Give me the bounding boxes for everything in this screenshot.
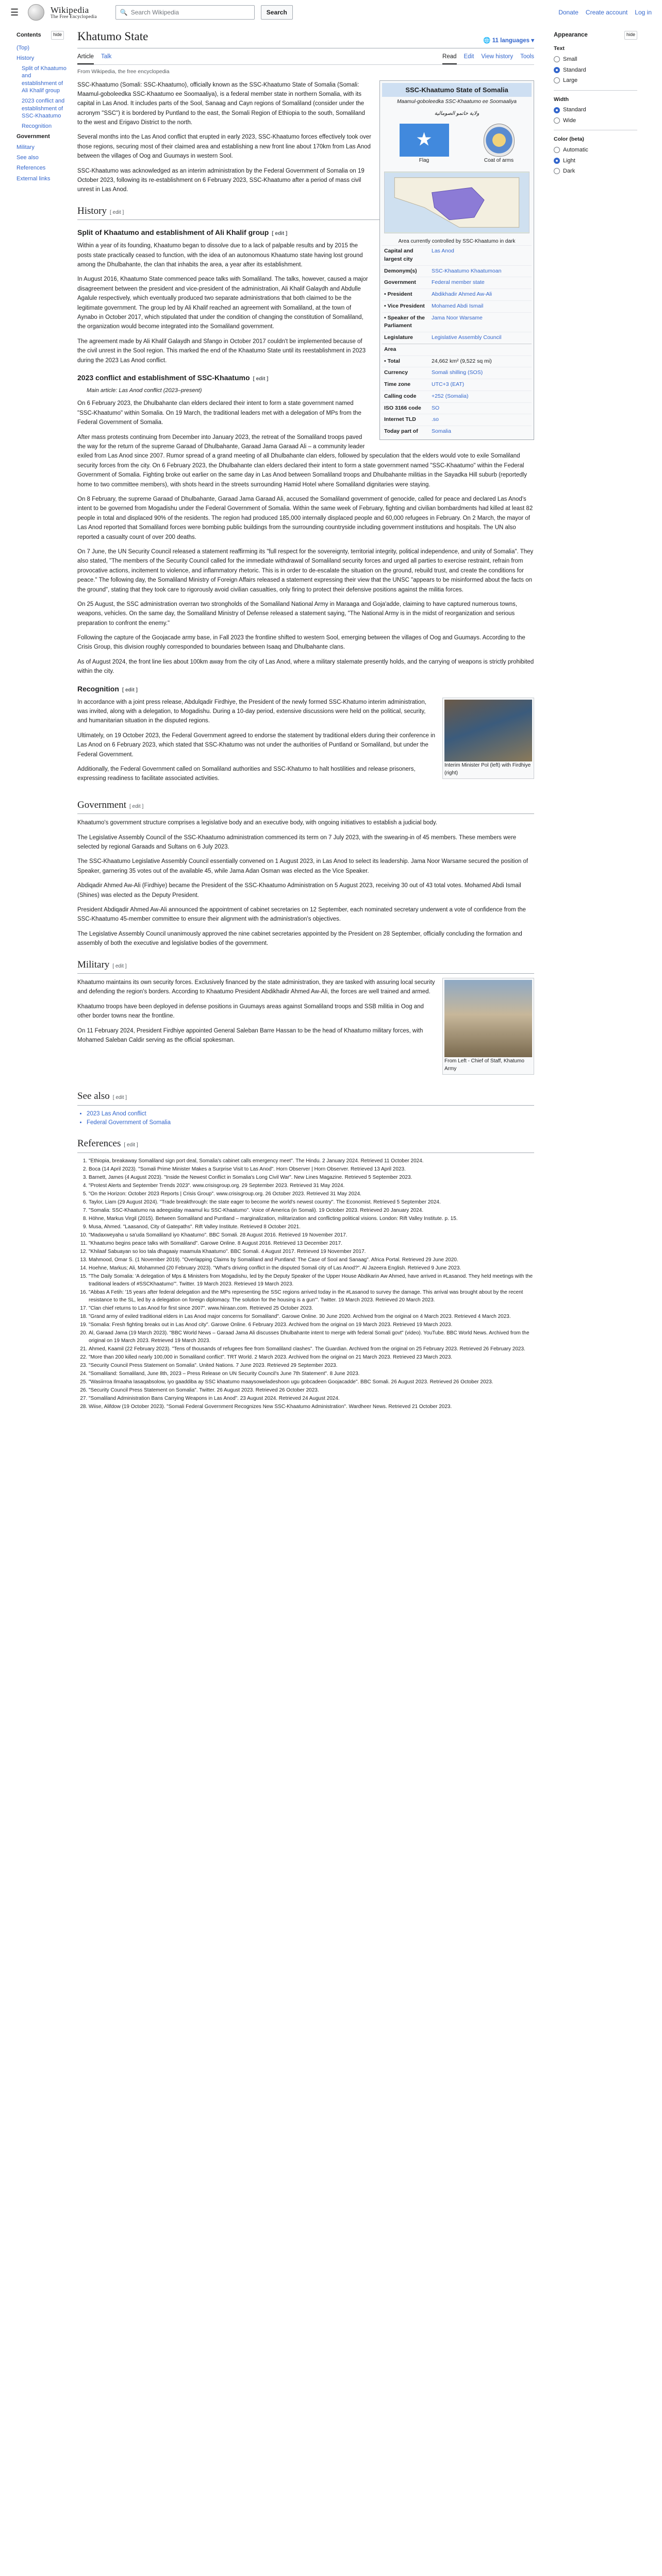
military-heading-text: Military <box>77 959 110 970</box>
paragraph: SSC-Khaatumo was acknowledged as an interim administration by the Federal Government of Somalia on 19 October 2023, following its re-establishment on 6 February 2023, SSC-Khaatumo after a period of mass civil unrest in Las Anod. <box>77 167 365 193</box>
wordmark-tagline: The Free Encyclopedia <box>51 14 97 19</box>
tab[interactable]: Talk <box>101 53 112 60</box>
edit-section-link[interactable]: [ edit ] <box>112 963 127 969</box>
infobox-row <box>382 312 532 332</box>
reference-item[interactable]: 2. Boca (14 April 2023). "Somali Prime Minister Makes a Surprise Visit to Las Anod". Horn Observer | Horn Observer. Retrieved 13 April 2023. <box>89 1165 534 1173</box>
infobox-value[interactable]: SSC-Khaatumo Khaatumoan <box>432 267 502 274</box>
toc-item[interactable]: See also <box>16 155 39 161</box>
reference-list <box>89 1157 534 1411</box>
radio-option[interactable] <box>554 66 637 75</box>
infobox-key: Currency <box>384 369 408 376</box>
radio-label: Dark <box>563 168 575 174</box>
toc-item[interactable]: External links <box>16 175 51 182</box>
reference-item[interactable]: 20. Al, Garaad Jama (19 March 2023). "BBC World News – Garaad Jama Ali discusses Dhulbahante intent to merge with federal Somali govt" (video). YouTube. BBC World News. Archived from the original on 19 March 2023. Retrieved 19 March 2023. <box>89 1329 534 1345</box>
see-also-list <box>87 1110 534 1128</box>
infobox-key: Internet TLD <box>384 416 416 423</box>
radio-button[interactable] <box>554 107 560 113</box>
infobox-row <box>382 245 532 265</box>
flag-image[interactable] <box>400 124 449 157</box>
reference-item[interactable]: 1. "Ethiopia, breakaway Somaliland sign port deal, Somalia's cabinet calls emergency meet". The Hindu. 2 January 2024. Retrieved 11 October 2024. <box>89 1157 534 1165</box>
reference-item[interactable]: 19. "Somalia: Fresh fighting breaks out in Las Anod city". Garowe Online. 6 February 2023. Archived from the original on 19 March 2023. Retrieved 19 March 2023. <box>89 1321 534 1329</box>
infobox-key: Time zone <box>384 381 411 387</box>
tab[interactable]: Article <box>77 50 94 64</box>
table-of-contents <box>0 25 67 1411</box>
reference-item[interactable]: 8. Höhne, Markus Virgil (2015). Between Somaliland and Puntland – marginalization, militarization and conflicting political visions. London: Rift Valley Institute. p. 15. <box>89 1215 534 1223</box>
infobox-key: • President <box>384 291 412 297</box>
reference-item[interactable]: 18. "Grand army of exiled traditional elders in Las Anod major concerns for Somaliland". Garowe Online. 30 June 2020. Archived from the original on 4 March 2023. Retrieved 4 March 2023. <box>89 1313 534 1320</box>
namespace-tabs <box>77 50 111 64</box>
paragraph: On 25 August, the SSC administration overran two strongholds of the Somaliland National Army in Maraaga and Goja'adde, claiming to have captured numerous towns, weapons, vehicles. On the same day, the Somaliland Ministry of Defense released a statement saying, "The National Army is in the midst of reorganization and serious preparation to confront the enemy." <box>77 601 518 626</box>
infobox-value[interactable]: Mohamed Abdi Ismail <box>432 302 484 309</box>
reference-item[interactable]: 16. "Abbas A Fetih: '15 years after federal delegation and the MPs representing the SSC regions arrived today in the #Lasanod to survey the damage. This arrival was brought about by the recent resistance to the SL, led by a delegation on foreign diplomacy. The solution for the housing is a gun'". Twitter. 19 March 2023. Retrieved 20 March 2023. <box>89 1289 534 1304</box>
tab[interactable]: Tools <box>520 53 534 60</box>
main-article-hatnote[interactable]: Main article: Las Anod conflict (2023–present) <box>87 387 202 394</box>
infobox-row <box>382 379 532 391</box>
coat-of-arms-caption: Coat of arms <box>484 158 514 163</box>
title-row <box>77 28 534 48</box>
radio-label: Large <box>563 77 578 83</box>
radio-button[interactable] <box>554 56 560 62</box>
infobox-key: • Total <box>384 358 400 364</box>
infobox-key: ISO 3166 code <box>384 404 421 411</box>
infobox-value[interactable]: Legislative Assembly Council <box>432 334 502 341</box>
infobox-row <box>382 402 532 414</box>
paragraph: On 7 June, the UN Security Council released a statement reaffirming its "full respect for the sovereignty, territorial integrity, political independence, and unity of Somalia". They also stated, "The members of the Security Council called for the immediate withdrawal of Somaliland security forces and urged all parties to exercise restraint, refrain from provocative actions, incitement to violence, and inflammatory rhetoric. This is in order to de-escalate the situation on the ground, rebuild trust, and create the conditions for peace." The following day, the Somaliland Ministry of Foreign Affairs released a statement expressing their view that the UNSC "appears to be misinformed about the facts on the ground", stating that they took care to rigorously avoid civilian casualties, only firing to protect their defensive positions against the militia forces. <box>77 548 534 593</box>
reference-item[interactable]: 21. Ahmed, Kaamil (22 February 2023). "Tens of thousands of refugees flee from Somaliland clashes". The Guardian. Archived from the original on 25 February 2023. Retrieved 26 February 2023. <box>89 1345 534 1353</box>
infobox-rows <box>382 245 532 344</box>
split-heading-text: Split of Khaatumo and establishment of Ali Khalif group <box>77 228 269 237</box>
reference-item[interactable]: 7. "Somalia: SSC-Khaatumo na adeegsiday maamul ku SSC-Khaatumo". Voice of America (in Somali). 19 October 2023. Retrieved 20 January 2024. <box>89 1207 534 1214</box>
toc-item[interactable]: Recognition <box>22 123 52 130</box>
reference-item[interactable]: 22. "More than 200 killed nearly 100,000 in Somaliland conflict". TRT World. 2 March 2023. Archived from the original on 21 March 2023. Retrieved 23 March 2023. <box>89 1353 534 1361</box>
paragraph: The agreement made by Ali Khalif Galaydh and Sfango in October 2017 couldn't be implemented because of the civil unrest in the Sool region. This marked the end of the Khaatumo State until its reestablishment in 2023 during the 2023 Las Anod conflict. <box>77 338 366 364</box>
government-heading <box>77 798 534 815</box>
reference-item[interactable]: 27. "Somaliland Administration Bans Carrying Weapons in Las Anod". 23 August 2024. Retrieved 24 August 2024. <box>89 1395 534 1402</box>
toc-list <box>16 43 67 184</box>
radio-option[interactable] <box>554 106 637 114</box>
radio-button[interactable] <box>554 117 560 124</box>
width-options <box>554 106 637 125</box>
personal-tools <box>558 8 652 17</box>
edit-section-link[interactable]: [ edit ] <box>272 231 288 237</box>
header-link[interactable]: Create account <box>585 9 628 16</box>
reference-item[interactable]: 14. Hoehne, Markus; Ali, Mohammed (20 February 2023). "What's driving conflict in the disputed Somali city of Las Anod?". Al Jazeera English. Retrieved 9 June 2023. <box>89 1264 534 1272</box>
government-heading-text: Government <box>77 799 126 810</box>
reference-item[interactable]: 6. Taylor, Liam (29 August 2024). "Trade breakthrough: the state eager to become the world's newest country". The Economist. Retrieved 5 September 2024. <box>89 1198 534 1206</box>
article-body <box>77 80 534 1411</box>
header-link[interactable]: Donate <box>558 9 578 16</box>
text-size-options <box>554 55 637 85</box>
appearance-header <box>554 31 637 40</box>
paragraph: Abdiqadir Ahmed Aw-Ali (Firdhiye) became the President of the SSC-Khaatumo Administration on 5 August 2023, receiving 30 out of 43 total votes. Mohamed Abdi Ismail (Shines) was elected as the Deputy President. <box>77 883 521 899</box>
paragraph: SSC-Khaatumo (Somali: SSC-Khaatumo), officially known as the SSC-Khaatumo State of Somalia (Somali: Maamul-goboleedka SSC-Khaatumo ee Soomaaliya), is a federal member state in northern Somalia, with its capital in Las Anod. It includes parts of the Sool, Sanaag and Cayn regions of Somaliland (consider under the acronym "SSC") it is bordered by Puntland to the east, the Somali Region of Ethiopia to the south, Somaliland to the west and Erigavo District to the north. <box>77 81 365 126</box>
flag-caption: Flag <box>419 158 429 163</box>
main-menu-icon[interactable]: ☰ <box>10 7 19 18</box>
appearance-hide-button[interactable]: hide <box>624 31 637 40</box>
military-heading <box>77 958 534 974</box>
radio-button[interactable] <box>554 168 560 174</box>
infobox-key: Government <box>384 279 416 286</box>
paragraph: Several months into the Las Anod conflict that erupted in early 2023, SSC-Khaatumo forces effectively took over those regions, securing most of their claimed area and establishing a new front line about 170km from Las Anod between the villages of Oog and Guumays in western Sool. <box>77 134 371 160</box>
reference-item[interactable]: 24. "Somaliland: Somaliland, June 8th, 2023 – Press Release on UN Security Council's June 7th Statement". 8 June 2023. <box>89 1370 534 1378</box>
wikipedia-logo[interactable] <box>28 4 44 21</box>
paragraph: Within a year of its founding, Khaatumo began to dissolve due to a lack of palpable results and by 2015 the posts state practically ceased to function, with the idea of an autonomous Khaatumo state having lost ground among the Dhulbahante, the clan that inhabits the area, a year after its establishment. <box>77 243 363 268</box>
width-heading: Width <box>554 96 569 103</box>
infobox-native-name: Maamul-goboleedka SSC-Khaatumo ee Soomaaliya <box>397 99 517 105</box>
toc-hide-button[interactable]: hide <box>51 31 64 40</box>
infobox-row <box>382 265 532 277</box>
infobox-rows-2 <box>382 367 532 437</box>
infobox-value: 24,662 km² (9,522 sq mi) <box>432 358 492 364</box>
edit-section-link[interactable]: [ edit ] <box>110 209 124 215</box>
recognition-photo[interactable] <box>444 700 532 761</box>
infobox-value[interactable]: .so <box>432 416 439 423</box>
recognition-heading-text: Recognition <box>77 684 119 693</box>
radio-label: Wide <box>563 117 576 124</box>
paragraph: Khaatumo maintains its own security forces. Exclusively financed by the state administration, they are tasked with assuring local security and defending the region's borders. According to Khaatumo President Abdikhadir Ahmed Aw-Ali, the forces are well trained and armed. <box>77 979 435 995</box>
toc-item[interactable]: References <box>16 165 46 172</box>
reference-item[interactable]: 10. "Madaxweyaha u sa'uda Somaliland iyo Khaatumo". BBC Somali. 28 August 2016. Retrieved 19 November 2017. <box>89 1231 534 1239</box>
page-title: Khatumo State <box>77 30 148 43</box>
paragraph: The SSC-Khaatumo Legislative Assembly Council essentially convened on 1 August 2023, in Las Anod to select its leadership. Jama Noor Warsame secured the position of Speaker, garnering 35 votes out of the available 45, while Jama Adan Osman was elected as the Vice Speaker. <box>77 858 528 874</box>
infobox-value[interactable]: Somalia <box>432 428 451 434</box>
toc-item[interactable]: Military <box>16 144 35 150</box>
reference-item[interactable]: 17. "Clan chief returns to Las Anod for first since 2007". www.hiiraan.com. Retrieved 25 October 2023. <box>89 1304 534 1312</box>
references-heading <box>77 1137 534 1153</box>
coat-of-arms-image[interactable] <box>484 124 515 157</box>
main-content <box>67 25 544 1411</box>
infobox-key: • Vice President <box>384 302 425 309</box>
wordmark-text: Wikipedia <box>51 5 89 15</box>
edit-section-link[interactable]: [ edit ] <box>129 803 144 809</box>
radio-button[interactable] <box>554 77 560 83</box>
paragraph: On 8 February, the supreme Garaad of Dhulbahante, Garaad Jama Garaad Ali, accused the Somaliland government of genocide, called for peace and declared Las Anod's intent to be governed from Mogadishu under the Federal Government of Somalia. Within the same week of February, fighting and civilian bombardments had killed at least 82 people in total and displaced 90% of the residents. The region had produced 185,000 internally displaced people and 60,000 refugees in February. On 2 March, the mayor of Las Anod reported that Somaliland forces were bombing public buildings from the surrounding countryside including government institutions and hospitals. The UN also reported a casualty count of over 200 deaths. <box>77 496 533 540</box>
page-tabs <box>77 50 534 65</box>
infobox <box>379 80 534 440</box>
appearance-panel <box>544 25 642 1411</box>
military-photo[interactable] <box>444 980 532 1057</box>
infobox-value[interactable]: Las Anod <box>432 248 454 254</box>
military-figure[interactable] <box>442 978 534 1075</box>
infobox-value[interactable]: Federal member state <box>432 279 485 286</box>
paragraph: The Legislative Assembly Council of the SSC-Khaatumo administration commenced its term on 7 July 2023, with the swearing-in of 45 members. These members were selected by regional Garaads and Sultans on 6 July 2023. <box>77 834 517 851</box>
tab[interactable]: Read <box>442 50 457 64</box>
paragraph: On 6 February 2023, the Dhulbahante clan elders declared their intent to form a state government named "SSC-Khaatumo" within Somalia. On 19 March, the traditional leaders met with a delegation of MPs from the Federal Government of Somalia. <box>77 400 361 426</box>
reference-item[interactable]: 11. "Khaatumo begins peace talks with Somaliland". Garowe Online. 8 August 2016. Retrieved 13 December 2017. <box>89 1240 534 1247</box>
search-icon: 🔍 <box>120 9 128 16</box>
edit-section-link[interactable]: [ edit ] <box>122 687 138 693</box>
toc-item[interactable]: 2023 conflict and establishment of SSC-Khaatumo <box>22 98 65 119</box>
color-options <box>554 146 637 176</box>
infobox-title: SSC-Khaatumo State of Somalia <box>382 83 532 97</box>
see-also-heading-text: See also <box>77 1091 110 1102</box>
infobox-row <box>382 391 532 402</box>
see-also-link[interactable]: • 2023 Las Anod conflict <box>87 1110 534 1118</box>
infobox-value[interactable]: Abdikhadir Ahmed Aw-Ali <box>432 291 492 297</box>
infobox-key: Calling code <box>384 393 417 399</box>
reference-item[interactable]: 5. "On the Horizon: October 2023 Reports | Crisis Group". www.crisisgroup.org. 26 October 2023. Retrieved 31 May 2024. <box>89 1190 534 1198</box>
infobox-symbols <box>382 121 532 167</box>
reference-item[interactable]: 15. "The Daily Somalia: 'A delegation of Mps & Ministers from Mogadishu, led by the Deputy Speaker of the Upper House Abdikarin Aw Ahmed, have arrived in #Lasanod. They held meetings with the traditional leaders of #SSCKhaatumo'". Twitter. 19 March 2023. Retrieved 19 March 2023. <box>89 1273 534 1288</box>
recognition-figure[interactable] <box>442 698 534 779</box>
paragraph: Khaatumo's government structure comprises a legislative body and an executive body, with ongoing initiatives to establish a judicial body. <box>77 820 437 826</box>
color-heading: Color (beta) <box>554 136 584 143</box>
infobox-row <box>382 300 532 312</box>
radio-button[interactable] <box>554 147 560 153</box>
infobox-row <box>382 426 532 437</box>
infobox-row <box>382 277 532 289</box>
infobox-area-heading: Area <box>382 344 532 355</box>
wordmark[interactable] <box>51 6 97 19</box>
radio-label: Standard <box>563 66 586 73</box>
search-button[interactable]: Search <box>261 5 293 20</box>
paragraph: Following the capture of the Goojacade army base, in Fall 2023 the frontline shifted to western Sool, emerging between the villages of Oog and Guumays. According to the Crisis Group, this division roughly corresponded to boundaries between Isaaq and Dhulbahante clans. <box>77 635 525 651</box>
edit-section-link[interactable]: [ edit ] <box>124 1142 138 1148</box>
paragraph: Khaatumo troops have been deployed in defense positions in Guumays areas against Somaliland troops and SSB militia in Oog and other border towns near the frontline. <box>77 1003 424 1020</box>
infobox-key: • Speaker of the Parliament <box>384 314 425 329</box>
radio-option[interactable] <box>554 167 637 176</box>
radio-option[interactable] <box>554 76 637 85</box>
toc-item[interactable]: (Top) <box>16 44 30 51</box>
radio-button[interactable] <box>554 67 560 73</box>
location-map[interactable] <box>384 172 529 233</box>
military-caption: From Left - Chief of Staff, Khatumo Army <box>444 1058 524 1072</box>
tab[interactable]: View history <box>481 53 514 60</box>
paragraph: In August 2016, Khaatumo State commenced peace talks with Somaliland. The talks, however, caused a major disagreement between the president and vice-president of the administration, Ali Khalif Galaydh and Abdulle Agalule respectively, which eventually produced two separate administrations that both claimed to be the legitimate government. The group led by Ali Khalif reached an agreement with Somaliland, at the town of Aynabo in October 2017, which stipulated that under the condition of changing the constitution of Somaliland, the organization would become integrated into the Somaliland government. <box>77 276 368 330</box>
infobox-value[interactable]: Somali shilling (SOS) <box>432 369 483 376</box>
see-also-heading <box>77 1089 534 1106</box>
paragraph: In accordance with a joint press release, Abdulqadir Firdhiye, the President of the newly formed SSC-Khatumo interim administration, was invited, along with a delegation, to Mogadishu. During a 10-day period, extensive discussions were held on the political, security, and humanitarian situation in the disputed regions. <box>77 699 426 724</box>
tab[interactable]: Edit <box>464 53 474 60</box>
reference-item[interactable]: 9. Musa, Ahmed. "Laasanod, City of Gatepaths". Rift Valley Institute. Retrieved 8 October 2021. <box>89 1223 534 1231</box>
text-size-heading: Text <box>554 45 565 52</box>
toc-item[interactable]: Government <box>16 133 50 140</box>
infobox-row <box>382 289 532 300</box>
infobox-key: Demonym(s) <box>384 267 417 274</box>
language-button[interactable]: 🌐 11 languages ▾ <box>483 38 534 44</box>
infobox-value[interactable]: SO <box>432 404 440 411</box>
recognition-caption: Interim Minister Pol (left) with Firdhiye (right) <box>444 762 531 776</box>
reference-item[interactable]: 25. "Wasiirroa Ilmaaha Iasaqabsolow, iyo gaaddiba ay SSC khaatumo maaysoweladeshoon ugu gobcadeen Goojacadde". BBC Somali. 26 August 2023. Retrieved 26 October 2023. <box>89 1378 534 1386</box>
header-link[interactable]: Log in <box>635 9 652 16</box>
infobox-key: Capital and largest city <box>384 248 413 262</box>
radio-option[interactable] <box>554 55 637 64</box>
reference-item[interactable]: 3. Barnett, James (4 August 2023). "Inside the Newest Conflict in Somalia's Long Civil War". New Lines Magazine. Retrieved 5 September 2023. <box>89 1174 534 1181</box>
radio-option[interactable] <box>554 157 637 165</box>
infobox-row <box>382 414 532 426</box>
search-placeholder: Search Wikipedia <box>130 9 179 16</box>
search-input[interactable] <box>115 5 255 20</box>
infobox-arabic-name: ولاية خاتمو الصومالية <box>434 111 479 116</box>
map-caption: Area currently controlled by SSC-Khaatumo in dark <box>398 239 516 244</box>
conflict-heading-text: 2023 conflict and establishment of SSC-Khaatumo <box>77 373 250 382</box>
government-section <box>77 818 534 948</box>
flag-star-icon: ★ <box>416 128 433 150</box>
infobox-row <box>382 367 532 379</box>
paragraph: Ultimately, on 19 October 2023, the Federal Government agreed to endorse the statement by traditional elders during their conference in Las Anod on 6 February 2023, which stated that SSC-Khatumo was not under the authorities of Puntland or Somaliland, but under the Federal Government. <box>77 732 436 758</box>
paragraph: As of August 2024, the front line lies about 100km away from the city of Las Anod, where a military stalemate presently holds, and the carrying of weapons is strictly prohibited within the city. <box>77 658 534 675</box>
appearance-title: Appearance <box>554 32 588 38</box>
radio-button[interactable] <box>554 158 560 164</box>
top-bar <box>0 0 662 25</box>
radio-option[interactable] <box>554 146 637 155</box>
view-tabs <box>442 50 534 64</box>
infobox-key: Today part of <box>384 428 418 434</box>
infobox-value[interactable]: Jama Noor Warsame <box>432 314 483 321</box>
toc-item[interactable]: History <box>16 55 35 61</box>
infobox-value[interactable]: UTC+3 (EAT) <box>432 381 465 387</box>
language-count: 11 languages <box>492 38 530 44</box>
radio-label: Small <box>563 56 577 62</box>
toc-title: Contents <box>16 32 41 38</box>
toc-header <box>16 31 67 40</box>
reference-item[interactable]: 13. Mahmood, Omar S. (1 November 2019). "Overlapping Claims by Somaliland and Puntland: The Case of Sool and Sanaag". Africa Portal. Retrieved 29 June 2020. <box>89 1256 534 1264</box>
reference-item[interactable]: 4. "Protest Alerts and September Trends 2023". www.crisisgroup.org. 29 September 2023. Retrieved 31 May 2024. <box>89 1182 534 1190</box>
see-also-link[interactable]: • Federal Government of Somalia <box>87 1118 534 1127</box>
radio-label: Light <box>563 157 575 164</box>
infobox-row <box>382 332 532 344</box>
history-heading-text: History <box>77 205 107 216</box>
edit-section-link[interactable]: [ edit ] <box>112 1095 127 1101</box>
radio-option[interactable] <box>554 116 637 125</box>
references-heading-text: References <box>77 1138 121 1149</box>
reference-item[interactable]: 12. "Khilaaf Sabuayan so loo tala dhagaaiy maamula Khaatumo". BBC Somali. 4 August 2017. Retrieved 19 November 2017. <box>89 1248 534 1256</box>
reference-item[interactable]: 28. Wiise, Alifdow (19 October 2023). "Somali Federal Government Recognizes New SSC-Khaatumo Administration". Wardheer News. Retrieved 21 October 2023. <box>89 1403 534 1411</box>
conflict-section <box>77 399 534 676</box>
paragraph: After mass protests continuing from December into January 2023, the retreat of the Somaliland troops paved the way for the return of the supreme Garaad of Dhulbahante, Garaad Jama Garaad Ali – a community leader exiled from Las Anod since 2007. Rumor spread of a grand meeting of all Dhulbahante clan elders, followed by speculation that the elders would vote to exile Somaliland security forces from the city. On 6 February 2023, the Dhulbahante clan elders declared their intent to form a state government named "SSC-Khaatumo" within the Federal Government of Somalia. Fighting broke out earlier on the same day in Las Anod between Somaliland troops and Dhulbahante militias in the Sayadka Hill suburb (reportedly home to two committee members), with shots heard in the streets surrounding Hamid Hotel where Somaliland dignitaries were staying. <box>77 434 527 488</box>
radio-label: Standard <box>563 107 586 113</box>
radio-label: Automatic <box>563 147 588 153</box>
infobox-value[interactable]: +252 (Somalia) <box>432 393 469 399</box>
paragraph: President Abdiqadir Ahmed Aw-Ali announced the appointment of cabinet secretaries on 12 September, each nominated secretary underwent a vote of confidence from the SSC-Khaatumo 45-member committee to ensure their alignment with the administration's objectives. <box>77 907 526 923</box>
paragraph: The Legislative Assembly Council unanimously approved the nine cabinet secretaries appointed by the President on 28 September, officially concluding the formation and assembly of both the executive and legislative bodies of the government. <box>77 930 522 947</box>
recognition-heading <box>77 684 534 694</box>
reference-item[interactable]: 26. "Security Council Press Statement on Somalia". Twitter. 26 August 2023. Retrieved 26 October 2023. <box>89 1386 534 1394</box>
paragraph: On 11 February 2024, President Firdhiye appointed General Saleban Barre Hassan to be the head of Khaatumo military forces, with Mohamed Saleban Caldir serving as the official spokesman. <box>77 1027 423 1044</box>
infobox-key: Legislature <box>384 334 413 341</box>
toc-item[interactable]: Split of Khaatumo and establishment of Ali Khalif group <box>22 65 67 94</box>
paragraph: Additionally, the Federal Government called on Somaliland authorities and SSC-Khatumo to halt hostilities and release prisoners, expressing readiness to facilitate associated activities. <box>77 766 416 782</box>
edit-section-link[interactable]: [ edit ] <box>253 376 269 382</box>
map-graphic <box>385 172 529 233</box>
tagline: From Wikipedia, the free encyclopedia <box>77 68 170 75</box>
reference-item[interactable]: 23. "Security Council Press Statement on Somalia". United Nations. 7 June 2023. Retrieved 29 September 2023. <box>89 1362 534 1369</box>
infobox-row <box>382 355 532 367</box>
